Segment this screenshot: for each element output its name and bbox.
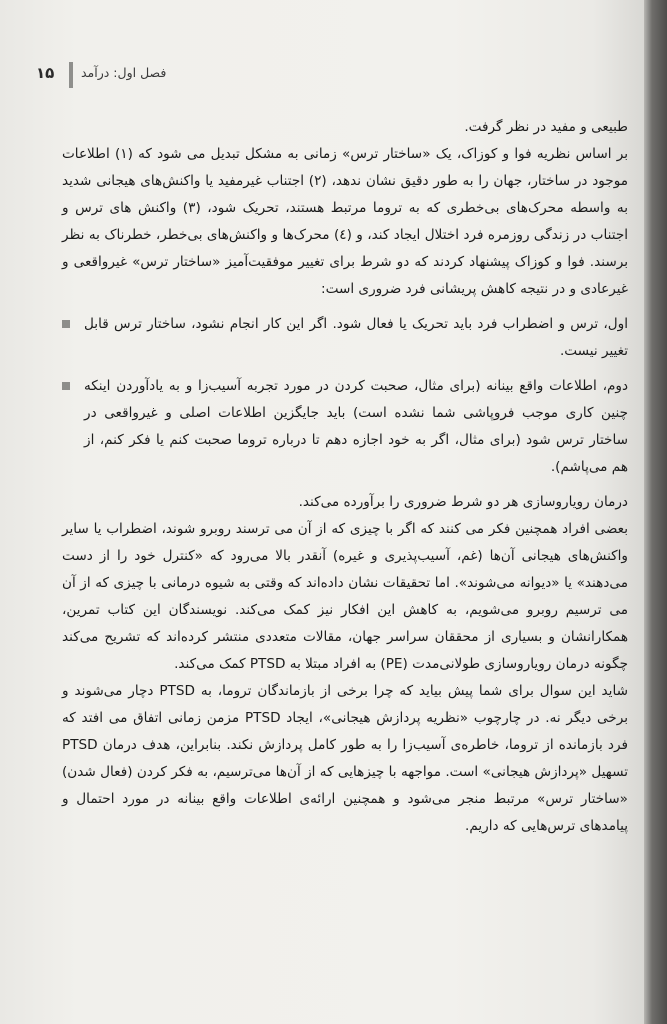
chapter-title: فصل اول: درآمد (81, 65, 167, 80)
body-text (62, 114, 628, 840)
square-bullet-icon (62, 382, 70, 390)
bullet-list (62, 311, 628, 481)
paragraph: شاید این سوال برای شما پیش بیاید که چرا برخی از بازماندگان تروما، به PTSD دچار می‌شوند و برخی دیگر نه. در چارچوب «نظریه پردازش هیجانی»، ایجاد PTSD مزمن زمانی اتفاق می افتد که فرد بازمانده از تروما، خاطره‌ی آسیب‌زا را به طور کامل پردازش نکند. بنابراین، هدف درمان PTSD تسهیل «پردازش هیجانی» است. مواجهه با چیزهایی که از آن‌ها می‌ترسیم، به فکر کردن (فعال شدن) «ساختار ترس» مرتبط منجر می‌شود و همچنین ارائه‌ی اطلاعات واقع بینانه در مورد احتمال و پیامدهای ترس‌هایی که داریم. (62, 683, 628, 834)
paragraph: درمان رویاروسازی هر دو شرط ضروری را برآورده می‌کند. (298, 494, 628, 510)
page-number: ۱۵ (36, 64, 55, 82)
header-divider (69, 62, 73, 88)
square-bullet-icon (62, 320, 70, 328)
book-spine-shadow (644, 0, 667, 1024)
paragraph: طبیعی و مفید در نظر گرفت. (464, 119, 628, 135)
bullet-item (62, 373, 628, 481)
page-header (36, 62, 644, 92)
bullet-text: دوم، اطلاعات واقع بینانه (برای مثال، صحبت کردن در مورد تجربه آسیب‌زا و به یادآوردن اینکه چنین کاری موجب فروپاشی شما نشده است) باید جایگزین اطلاعات اصلی و غیرواقعی در ساختار ترس شود (برای مثال، اگر به خود اجازه دهم تا درباره تروما صحبت کنم یا فکر کنم، از هم می‌پاشم). (84, 378, 628, 475)
paragraph: بر اساس نظریه فوا و کوزاک، یک «ساختار ترس» زمانی به مشکل تبدیل می شود که (۱) اطلاعات موجود در ساختار، جهان را به طور دقیق نشان ندهد، (۲) اجتناب غیرمفید یا واکنش‌های هیجانی شدید به واسطه محرک‌های بی‌خطری که به تروما مرتبط هستند، تحریک شود، (۳) واکنش های ترس و اجتناب در زندگی روزمره فرد اختلال ایجاد کند، و (٤) محرک‌ها و واکنش‌های بی‌خطر، خطرناک به نظر برسند. فوا و کوزاک پیشنهاد کردند که دو شرط برای تغییر موفقیت‌آمیز «ساختار ترس» غیرواقعی و غیرعادی و در نتیجه کاهش پریشانی فرد ضروری است: (62, 146, 629, 297)
bullet-text: اول، ترس و اضطراب فرد باید تحریک یا فعال شود. اگر این کار انجام نشود، ساختار ترس قابل تغییر نیست. (84, 316, 628, 359)
paragraph: بعضی افراد همچنین فکر می کنند که اگر با چیزی که از آن می ترسند روبرو شوند، اضطراب یا سایر واکنش‌های هیجانی آن‌ها (غم، آسیب‌پذیری و غیره) آنقدر بالا می‌رود که «کنترل خود را از دست می‌دهند» یا «دیوانه می‌شوند». اما تحقیقات نشان داده‌اند که وقتی به شیوه درمانی با چیزی که از آن می ترسیم روبرو می‌شویم، به کاهش این افکار نیز کمک می‌کند. نویسندگان این کتاب تمرین، همکارانشان و بسیاری از محققان سراسر جهان، مقالات متعددی منتشر کرده‌اند که تشریح می‌کند چگونه درمان رویاروسازی طولانی‌مدت (PE) به افراد مبتلا به PTSD کمک می‌کند. (62, 521, 628, 672)
bullet-item (62, 311, 628, 365)
